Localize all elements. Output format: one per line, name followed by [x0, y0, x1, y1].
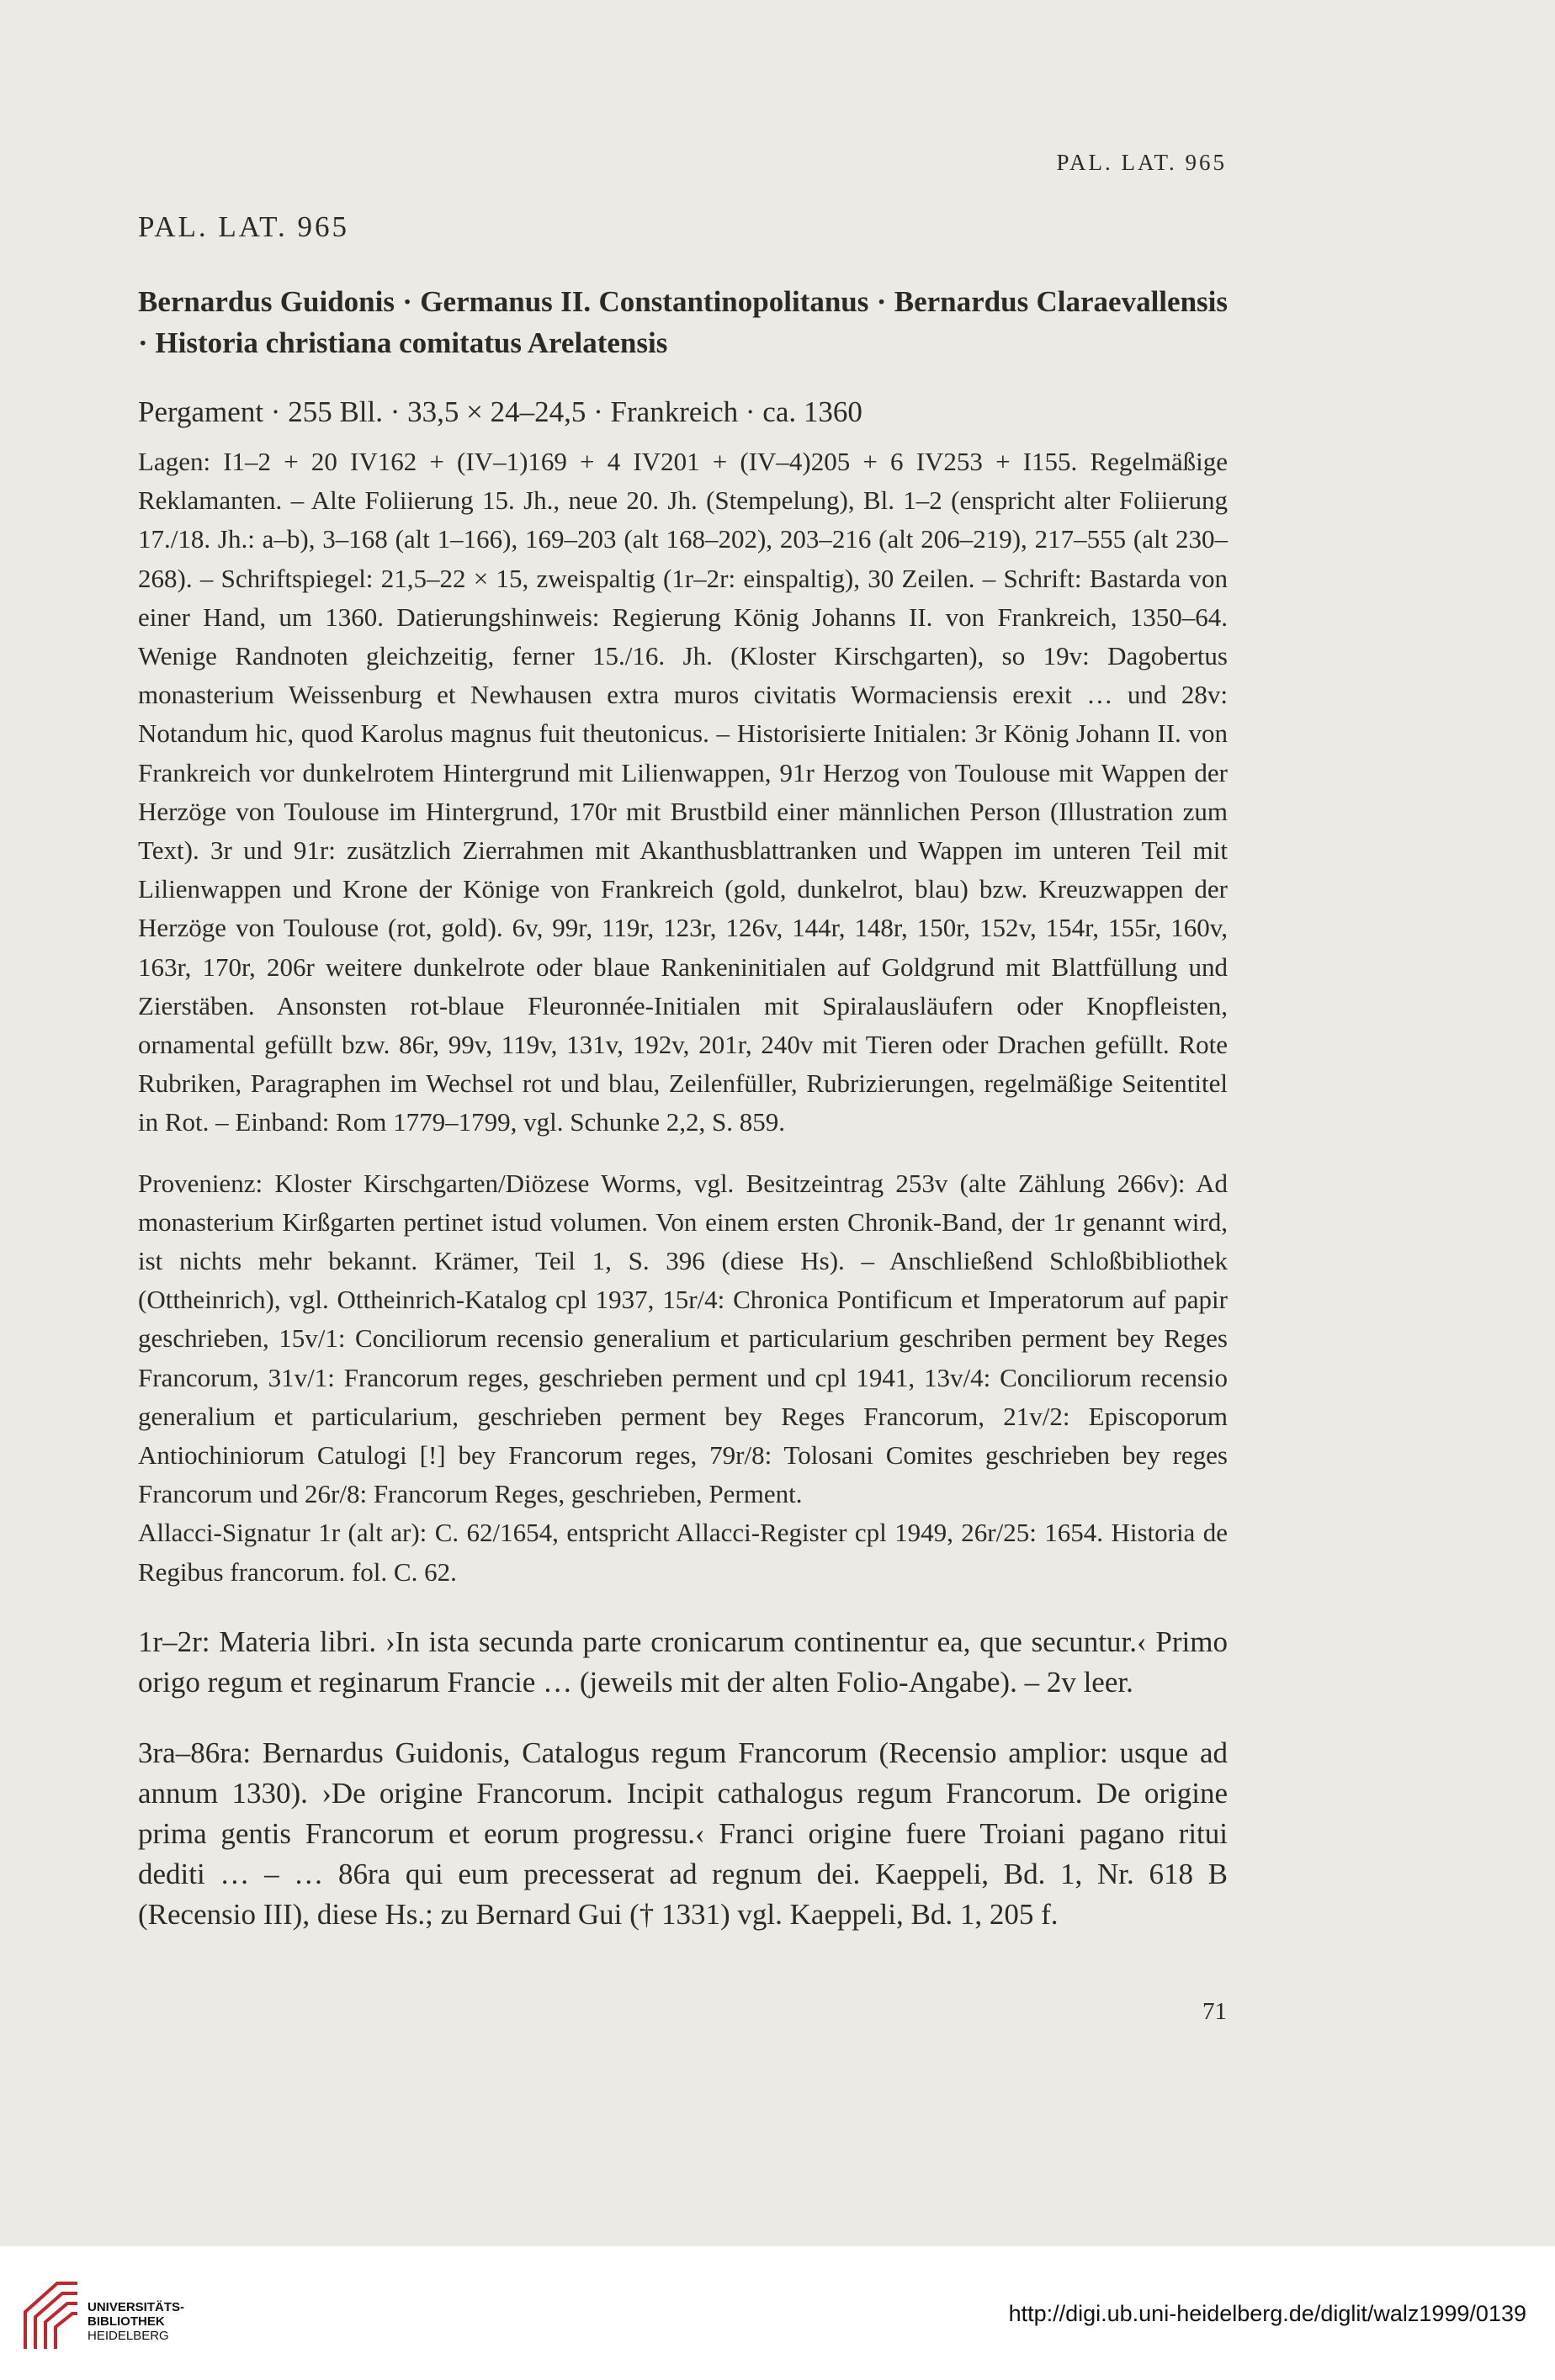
library-logo-icon [17, 2278, 84, 2352]
physical-description: Pergament · 255 Bll. · 33,5 × 24–24,5 · Frankreich · ca. 1360 [138, 395, 862, 428]
content-entry-materia-libri: 1r–2r: Materia libri. ›In ista secunda parte cronicarum continentur ea, que secuntur.‹ Primo origo regum et reginarum Francie … (jeweils mit der alten Folio-Angabe). – 2v leer. [138, 1625, 1228, 1699]
footer-bar [0, 2246, 1555, 2380]
text-block [138, 210, 1228, 1935]
library-name-line: HEIDELBERG [88, 2329, 169, 2343]
permalink-url[interactable]: http://digi.ub.uni-heidelberg.de/diglit/walz1999/0139 [1008, 2301, 1526, 2326]
allacci-paragraph: Allacci-Signatur 1r (alt ar): C. 62/1654, entspricht Allacci-Register cpl 1949, 26r/25: 1654. Historia de Regibus francorum. fol. C. 62. [138, 1518, 1228, 1587]
library-name-line: BIBLIOTHEK [88, 2314, 165, 2329]
library-name-line: UNIVERSITÄTS- [88, 2300, 185, 2314]
manuscript-title: Bernardus Guidonis · Germanus II. Constantinopolitanus · Bernardus Claraevallensis · Historia christiana comitatus Arelatensis [138, 285, 1228, 359]
provenance-paragraph: Provenienz: Kloster Kirschgarten/Diözese Worms, vgl. Besitzeintrag 253v (alte Zählung 266v): Ad monasterium Kirßgarten pertinet istud volumen. Von einem ersten Chronik-Band, der 1r genannt wird, ist nichts mehr bekannt. Krämer, Teil 1, S. 396 (diese Hs). – Anschließend Schloßbibliothek (Ottheinrich), vgl. Ottheinrich-Katalog cpl 1937, 15r/4: Chronica Pontificum et Imperatorum auf papir geschrieben, 15v/1: Conciliorum recensio generalium et particularium geschriben perment bey Reges Francorum, 31v/1: Francorum reges, geschrieben perment und cpl 1941, 13v/4: Conciliorum recensio generalium et particularium, geschrieben perment bey Reges Francorum, 21v/2: Episcoporum Antiochiniorum Catulogi [!] bey Francorum reges, 79r/8: Tolosani Comites geschrieben bey reges Francorum und 26r/8: Francorum Reges, geschrieben, Perment. [138, 1168, 1228, 1509]
shelfmark-heading: PAL. LAT. 965 [138, 210, 349, 243]
running-head: PAL. LAT. 965 [1056, 150, 1227, 175]
content-entry-bernardus-guidonis: 3ra–86ra: Bernardus Guidonis, Catalogus regum Francorum (Recensio amplior: usque ad annum 1330). ›De origine Francorum. Incipit cathalogus regum Francorum. De origine prima gentis Francorum et eorum progressu.‹ Franci origine fuere Troiani pagano ritui dediti … – … 86ra qui eum precesserat ad regnum dei. Kaeppeli, Bd. 1, Nr. 618 B (Recensio III), diese Hs.; zu Bernard Gui († 1331) vgl. Kaeppeli, Bd. 1, 205 f. [138, 1736, 1228, 1931]
library-name [88, 2300, 184, 2343]
codicological-description: Lagen: I1–2 + 20 IV162 + (IV–1)169 + 4 IV201 + (IV–4)205 + 6 IV253 + I155. Regelmäßige Reklamanten. – Alte Foliierung 15. Jh., neue 20. Jh. (Stempelung), Bl. 1–2 (enspricht alter Foliierung 17./18. Jh.: a–b), 3–168 (alt 1–166), 169–203 (alt 168–202), 203–216 (alt 206–219), 217–555 (alt 230–268). – Schriftspiegel: 21,5–22 × 15, zweispaltig (1r–2r: einspaltig), 30 Zeilen. – Schrift: Bastarda von einer Hand, um 1360. Datierungshinweis: Regierung König Johanns II. von Frankreich, 1350–64. Wenige Randnoten gleichzeitig, ferner 15./16. Jh. (Kloster Kirschgarten), so 19v: Dagobertus monasterium Weissenburg et Newhausen extra muros civitatis Wormaciensis erexit … und 28v: Notandum hic, quod Karolus magnus fuit theutonicus. – Historisierte Initialen: 3r König Johann II. von Frankreich vor dunkelrotem Hintergrund mit Lilienwappen, 91r Herzog von Toulouse mit Wappen der Herzöge von Toulouse im Hintergrund, 170r mit Brustbild einer männlichen Person (Illustration zum Text). 3r und 91r: zusätzlich Zierrahmen mit Akanthusblattranken und Wappen im unteren Teil mit Lilienwappen und Krone der Könige von Frankreich (gold, dunkelrot, blau) bzw. Kreuzwappen der Herzöge von Toulouse (rot, gold). 6v, 99r, 119r, 123r, 126v, 144r, 148r, 150r, 152v, 154r, 155r, 160v, 163r, 170r, 206r weitere dunkelrote oder blaue Rankeninitialen auf Goldgrund mit Blattfüllung und Zierstäben. Ansonsten rot-blaue Fleuronnée-Initialen mit Spiralausläufern oder Knopfleisten, ornamental gefüllt bzw. 86r, 99v, 119v, 131v, 192v, 201r, 240v mit Tieren oder Drachen gefüllt. Rote Rubriken, Paragraphen im Wechsel rot und blau, Zeilenfüller, Rubrizierungen, regelmäßige Seitentitel in Rot. – Einband: Rom 1779–1799, vgl. Schunke 2,2, S. 859. [138, 447, 1228, 1137]
page-number: 71 [1202, 1998, 1227, 2025]
